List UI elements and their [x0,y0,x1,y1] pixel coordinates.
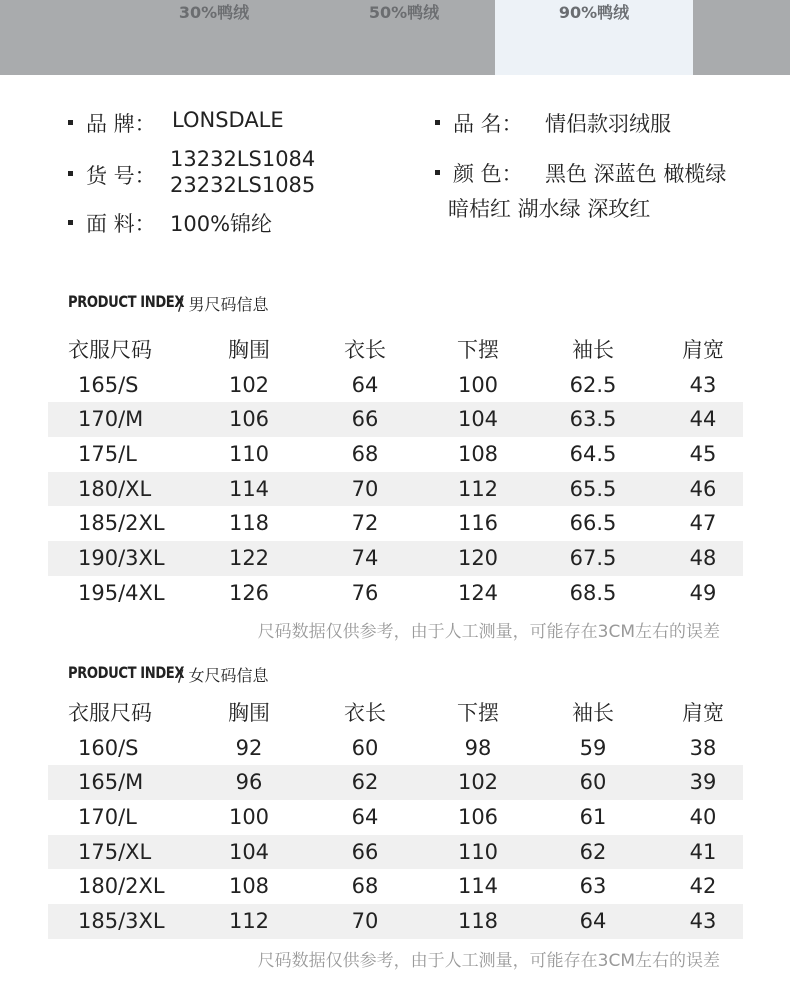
table-row [48,437,743,472]
header-size: 衣服尺码 [68,338,152,362]
table-row [48,368,743,403]
bullet-icon [435,170,440,175]
table-row [48,506,743,541]
cell-sleeve: 63.5 [569,407,617,432]
item-no-value-1: 13232LS1084 [170,147,316,171]
cell-chest: 110 [228,442,270,467]
cell-chest: 100 [228,805,270,830]
cell-sleeve: 62 [579,839,607,864]
cell-size: 185/2XL [78,511,165,536]
header-length: 衣长 [344,338,386,362]
cell-length: 68 [351,442,379,467]
header-sleeve: 袖长 [572,338,614,362]
table-row [48,576,743,611]
fabric-value: 100%锦纶 [170,212,273,236]
tab-90-down[interactable]: 90%鸭绒 [495,0,693,75]
cell-size: 175/L [78,442,137,467]
cell-shoulder: 43 [689,909,717,934]
cell-length: 66 [351,407,379,432]
cell-sleeve: 64 [579,909,607,934]
cell-length: 68 [351,874,379,899]
info-item-no [68,147,408,202]
cell-sleeve: 59 [579,735,607,760]
header-chest: 胸围 [228,338,270,362]
cell-hem: 112 [457,476,499,501]
color-label: 颜 色： [453,162,523,186]
women-size-table [48,696,743,939]
bullet-icon [68,171,73,176]
cell-chest: 112 [228,909,270,934]
cell-hem: 110 [457,839,499,864]
cell-sleeve: 62.5 [569,372,617,397]
cell-shoulder: 49 [689,580,717,605]
tab-50-down[interactable]: 50%鸭绒 [368,3,440,22]
cell-hem: 100 [457,372,499,397]
cell-hem: 106 [457,805,499,830]
cell-chest: 118 [228,511,270,536]
cell-shoulder: 42 [689,874,717,899]
header-hem: 下摆 [457,338,499,362]
women-section-title [68,663,269,685]
women-measure-note: 尺码数据仅供参考，由于人工测量，可能存在3CM左右的误差 [257,951,720,971]
cell-sleeve: 61 [579,805,607,830]
bullet-icon [68,120,73,125]
info-color [435,158,765,222]
cell-sleeve: 67.5 [569,546,617,571]
cell-shoulder: 38 [689,735,717,760]
cell-size: 180/XL [78,476,152,501]
cell-sleeve: 66.5 [569,511,617,536]
cell-shoulder: 43 [689,372,717,397]
cell-length: 70 [351,909,379,934]
cell-size: 180/2XL [78,874,165,899]
cell-chest: 122 [228,546,270,571]
cell-chest: 126 [228,580,270,605]
brand-label: 品 牌： [86,112,156,136]
table-header-row [48,696,743,731]
cell-shoulder: 48 [689,546,717,571]
table-row [48,731,743,766]
cell-size: 160/S [78,735,139,760]
cell-size: 170/M [78,407,144,432]
bullet-icon [435,120,440,125]
bullet-icon [68,220,73,225]
cell-hem: 98 [464,735,492,760]
product-name-label: 品 名： [453,112,523,136]
cell-chest: 96 [235,770,263,795]
cell-hem: 104 [457,407,499,432]
header-hem: 下摆 [457,701,499,725]
table-row [48,765,743,800]
cell-size: 185/3XL [78,909,165,934]
cell-hem: 116 [457,511,499,536]
color-value-1: 黑色 深蓝色 橄榄绿 [545,162,727,186]
cell-chest: 104 [228,839,270,864]
table-header-row [48,333,743,368]
fabric-label: 面 料： [86,212,156,236]
table-row [48,835,743,870]
cell-chest: 106 [228,407,270,432]
item-no-label: 货 号： [86,164,156,188]
cell-chest: 108 [228,874,270,899]
cell-sleeve: 63 [579,874,607,899]
cell-size: 165/M [78,770,144,795]
cell-size: 195/4XL [78,580,165,605]
header-chest: 胸围 [228,701,270,725]
table-row [48,904,743,939]
cell-sleeve: 64.5 [569,442,617,467]
cell-size: 175/XL [78,839,152,864]
info-fabric [68,208,408,238]
brand-value: LONSDALE [172,108,284,132]
info-product-name [435,108,755,138]
cell-size: 190/3XL [78,546,165,571]
cell-length: 66 [351,839,379,864]
header-size: 衣服尺码 [68,701,152,725]
cell-length: 72 [351,511,379,536]
men-title-en: PRODUCT INDEX [68,292,185,311]
header-sleeve: 袖长 [572,701,614,725]
table-row [48,472,743,507]
cell-size: 165/S [78,372,139,397]
header-shoulder: 肩宽 [682,701,724,725]
cell-length: 64 [351,372,379,397]
cell-sleeve: 68.5 [569,580,617,605]
cell-length: 76 [351,580,379,605]
table-row [48,800,743,835]
header-shoulder: 肩宽 [682,338,724,362]
tab-30-down[interactable]: 30%鸭绒 [178,3,250,22]
cell-length: 74 [351,546,379,571]
cell-hem: 102 [457,770,499,795]
cell-shoulder: 44 [689,407,717,432]
info-brand [68,108,408,138]
cell-shoulder: 46 [689,476,717,501]
header-length: 衣长 [344,701,386,725]
cell-chest: 92 [235,735,263,760]
cell-sleeve: 65.5 [569,476,617,501]
color-value-2: 暗桔红 湖水绿 深玫红 [448,197,651,221]
table-row [48,869,743,904]
cell-hem: 124 [457,580,499,605]
men-title-cn: / 男尺码信息 [178,295,269,314]
fill-option-bar [0,0,790,75]
cell-chest: 114 [228,476,270,501]
product-name-value: 情侣款羽绒服 [545,112,671,136]
men-section-title [68,292,269,314]
cell-hem: 120 [457,546,499,571]
cell-hem: 118 [457,909,499,934]
men-measure-note: 尺码数据仅供参考，由于人工测量，可能存在3CM左右的误差 [257,622,720,642]
item-no-value-2: 23232LS1085 [170,173,316,197]
cell-length: 70 [351,476,379,501]
women-title-cn: / 女尺码信息 [178,666,269,685]
cell-shoulder: 40 [689,805,717,830]
cell-shoulder: 39 [689,770,717,795]
cell-hem: 114 [457,874,499,899]
cell-chest: 102 [228,372,270,397]
table-row [48,402,743,437]
cell-length: 60 [351,735,379,760]
women-title-en: PRODUCT INDEX [68,663,185,682]
table-row [48,541,743,576]
cell-length: 64 [351,805,379,830]
cell-shoulder: 41 [689,839,717,864]
cell-shoulder: 47 [689,511,717,536]
cell-size: 170/L [78,805,137,830]
cell-shoulder: 45 [689,442,717,467]
men-size-table [48,333,743,611]
cell-length: 62 [351,770,379,795]
cell-hem: 108 [457,442,499,467]
cell-sleeve: 60 [579,770,607,795]
